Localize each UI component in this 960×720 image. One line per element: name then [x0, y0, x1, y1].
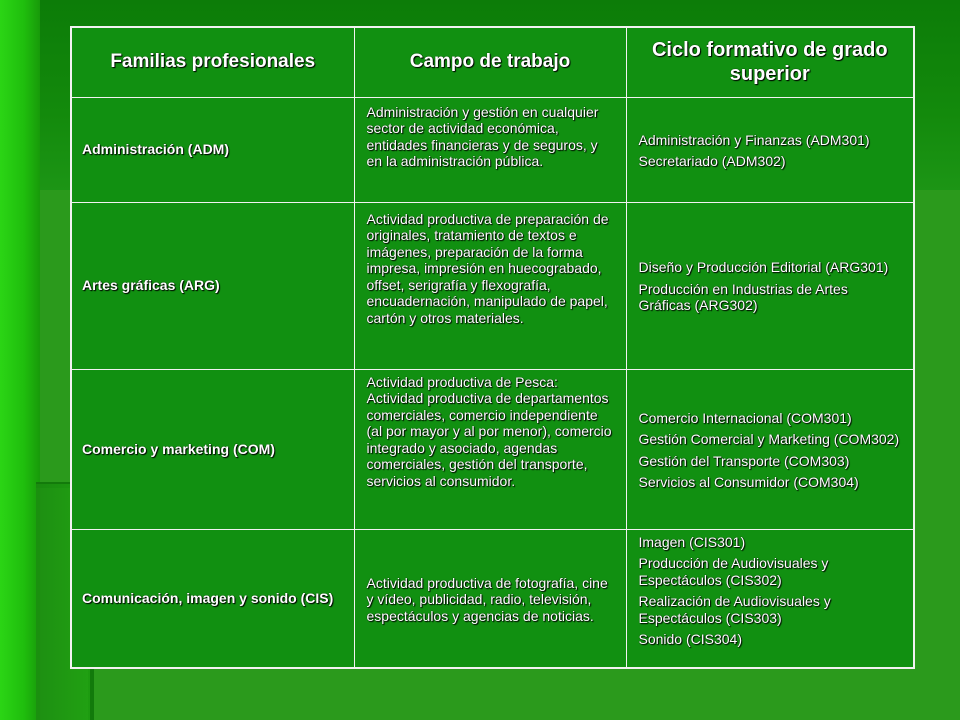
- campo-cell: Actividad productiva de Pesca: Actividad productiva de departamentos comerciales, comercio independiente (al por mayor y al por menor), comercio integrado y asociado, agendas comerciales, gestión del transporte, servicios al consumidor.: [354, 369, 626, 529]
- campo-cell: Administración y gestión en cualquier sector de actividad económica, entidades financieras y de seguros, y en la administración pública.: [354, 97, 626, 202]
- background-left-strip: [0, 0, 40, 720]
- header-familias: Familias profesionales: [71, 27, 354, 97]
- ciclo-item: Gestión Comercial y Marketing (COM302): [638, 431, 900, 447]
- familia-cell: Artes gráficas (ARG): [71, 202, 354, 369]
- table-row-arg: [71, 202, 914, 369]
- table-row-adm: [71, 97, 914, 202]
- ciclo-cell: [626, 202, 914, 369]
- header-ciclo: Ciclo formativo de grado superior: [626, 27, 914, 97]
- familia-cell: Comunicación, imagen y sonido (CIS): [71, 529, 354, 668]
- ciclos-table: [70, 26, 915, 669]
- ciclo-item: Diseño y Producción Editorial (ARG301): [638, 259, 889, 276]
- campo-cell: Actividad productiva de preparación de originales, tratamiento de textos e imágenes, preparación de la forma impresa, impresión en huecograbado, offset, serigrafía y flexografía, encuadernación, manipulado de papel, cartón y otros materiales.: [354, 202, 626, 369]
- ciclo-item: Producción de Audiovisuales y Espectáculos (CIS302): [638, 555, 829, 588]
- campo-cell: Actividad productiva de fotografía, cine y vídeo, publicidad, radio, televisión, espectáculos y agencias de noticias.: [354, 529, 626, 668]
- familia-cell: Comercio y marketing (COM): [71, 369, 354, 529]
- header-row: [71, 27, 914, 97]
- ciclo-item: Sonido (CIS304): [638, 631, 743, 647]
- ciclo-cell: [626, 369, 914, 529]
- table-row-com: [71, 369, 914, 529]
- table-row-cis: [71, 529, 914, 668]
- ciclo-item: Imagen (CIS301): [638, 533, 746, 550]
- ciclo-item: Comercio Internacional (COM301): [638, 409, 852, 426]
- ciclo-item: Producción en Industrias de Artes Gráficas (ARG302): [638, 280, 848, 314]
- ciclo-item: Secretariado (ADM302): [638, 153, 786, 169]
- ciclo-item: Gestión del Transporte (COM303): [638, 452, 850, 469]
- ciclo-cell: [626, 529, 914, 668]
- ciclo-item: Realización de Audiovisuales y Espectáculos (CIS303): [638, 593, 831, 626]
- ciclo-cell: [626, 97, 914, 202]
- ciclo-item: Administración y Finanzas (ADM301): [638, 131, 870, 148]
- familia-cell: Administración (ADM): [71, 97, 354, 202]
- header-campo: Campo de trabajo: [354, 27, 626, 97]
- ciclo-item: Servicios al Consumidor (COM304): [638, 474, 859, 490]
